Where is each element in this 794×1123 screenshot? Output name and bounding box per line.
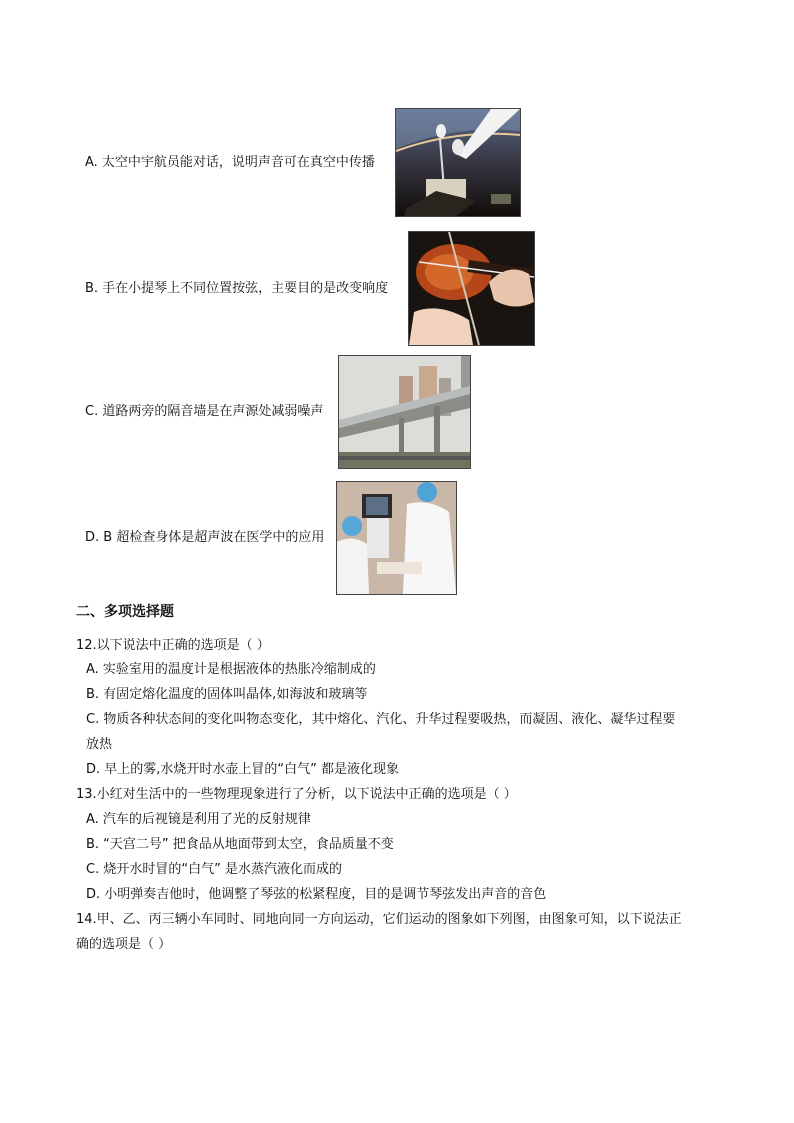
ultrasound-exam-photo — [336, 481, 457, 595]
option-d-text: D. B 超检查身体是超声波在医学中的应用 — [85, 530, 325, 545]
q12-option-d: D. 早上的雾,水烧开时水壶上冒的“白气” 都是液化现象 — [86, 762, 400, 777]
q14-stem-line2: 确的选项是（ ） — [76, 937, 172, 952]
q13-option-c: C. 烧开水时冒的“白气” 是水蒸汽液化而成的 — [86, 862, 342, 877]
q12-option-a: A. 实验室用的温度计是根据液体的热胀冷缩制成的 — [86, 662, 376, 677]
q13-option-d: D. 小明弹奏吉他时，他调整了琴弦的松紧程度，目的是调节琴弦发出声音的音色 — [86, 887, 547, 902]
q13-option-b: B. “天宫二号” 把食品从地面带到太空，食品质量不变 — [86, 837, 394, 852]
q13-option-a: A. 汽车的后视镜是利用了光的反射规律 — [86, 812, 311, 827]
astronaut-space-photo — [395, 108, 521, 217]
q14-stem-line1: 14.甲、乙、丙三辆小车同时、同地向同一方向运动，它们运动的图象如下列图，由图象可知，以下说法正 — [76, 912, 682, 927]
section-title: 二、多项选择题 — [76, 604, 174, 620]
option-b-text: B. 手在小提琴上不同位置按弦，主要目的是改变响度 — [85, 281, 389, 296]
q12-option-b: B. 有固定熔化温度的固体叫晶体,如海波和玻璃等 — [86, 687, 368, 702]
option-c-text: C. 道路两旁的隔音墙是在声源处减弱噪声 — [85, 404, 324, 419]
q12-option-c: C. 物质各种状态间的变化叫物态变化，其中熔化、汽化、升华过程要吸热，而凝固、液化、凝华过程要 — [86, 712, 676, 727]
q13-stem: 13.小红对生活中的一些物理现象进行了分析，以下说法中正确的选项是（ ） — [76, 787, 517, 802]
option-a-text: A. 太空中宇航员能对话，说明声音可在真空中传播 — [85, 155, 375, 170]
q12-option-c-cont: 放热 — [86, 737, 113, 752]
sound-barrier-wall-photo — [338, 355, 471, 469]
q12-stem: 12.以下说法中正确的选项是（ ） — [76, 638, 270, 653]
violin-playing-photo — [408, 231, 535, 346]
